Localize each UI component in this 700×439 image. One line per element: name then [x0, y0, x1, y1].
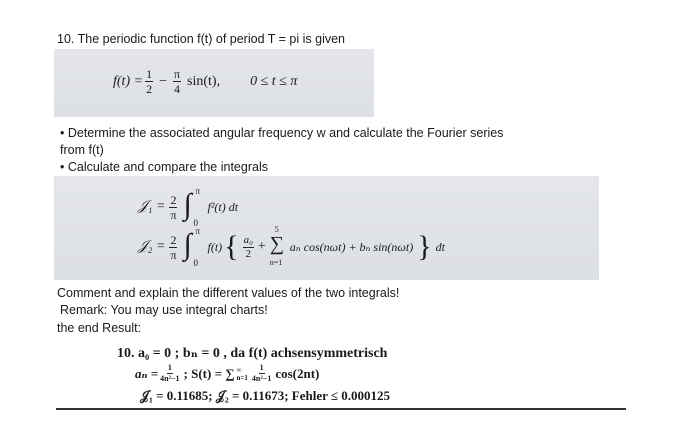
half-fraction [145, 68, 153, 95]
integral-sign: ∫ [183, 188, 192, 221]
result-underline [56, 408, 626, 410]
an-lhs: aₙ = [135, 365, 159, 381]
function-formula [113, 68, 297, 95]
integral-upper-limit: π [195, 226, 201, 236]
j1-integral-sign [181, 186, 203, 228]
bullet-1-continued: from f(t) [60, 143, 104, 157]
minus-sign: − [159, 73, 167, 89]
bullet-dot: • [60, 126, 68, 140]
j1-frac-numerator: 2 [170, 192, 177, 207]
left-brace: { [224, 230, 239, 263]
series-limits [237, 366, 248, 382]
remark-text: Remark: You may use integral charts! [60, 303, 268, 317]
integral-j2 [138, 225, 445, 268]
integral-lower-limit: 0 [193, 258, 198, 268]
bullet-1-text: Determine the associated angular frequency w and calculate the Fourier series [67, 126, 504, 140]
pi-denominator: 4 [174, 82, 180, 96]
integral-lower-limit: 0 [193, 218, 198, 228]
j2-integral-sign [181, 226, 203, 268]
a0-denominator: 2 [245, 247, 251, 260]
formula-lhs: f(t) = [113, 73, 144, 89]
bullet-2-text: Calculate and compare the integrals [67, 160, 268, 174]
problem-title: 10. The periodic function f(t) of period T = pi is given [57, 32, 346, 46]
series-terms: aₙ cos(nωt) + bₙ sin(nωt) [289, 239, 414, 254]
j2-frac-denominator: π [170, 247, 177, 262]
sin-term: sin(t), [187, 73, 221, 89]
series-numerator: 1 [259, 363, 264, 372]
comment-text: Comment and explain the different values of the two integrals! [57, 286, 400, 300]
j1-lhs: 𝒥₁ = [138, 199, 166, 214]
bullet-dot: • [60, 160, 68, 174]
series-lower-limit: n=1 [236, 373, 248, 382]
integral-j1 [138, 186, 239, 228]
half-numerator: 1 [146, 67, 153, 81]
sum-lower-limit: n=1 [269, 258, 283, 267]
j1-integrand: f²(t) dt [207, 199, 239, 214]
sum-sign: ∑ [269, 233, 285, 255]
end-result-label: the end Result: [57, 321, 142, 335]
plus-sign: + [257, 239, 266, 254]
sum-sign-group [268, 225, 288, 267]
j1-frac-denominator: π [170, 207, 177, 222]
a0-fraction [243, 235, 254, 260]
half-denominator: 2 [146, 82, 153, 96]
right-brace: } [417, 230, 432, 263]
result-line-2 [135, 364, 319, 383]
an-fraction [160, 364, 179, 383]
j2-lhs: 𝒥₂ = [138, 239, 166, 254]
integral-sign: ∫ [183, 228, 192, 261]
a0-numerator: a₀ [243, 233, 253, 246]
j2-fraction [169, 234, 177, 261]
j2-f-term: f(t) [207, 239, 223, 254]
result-line-1: 10. a₀ = 0 ; bₙ = 0 , da f(t) achsensymmetrisch [117, 346, 388, 361]
bullet-item [60, 160, 268, 175]
j2-dt: dt [435, 239, 445, 254]
domain-condition: 0 ≤ t ≤ π [250, 73, 298, 89]
j2-frac-numerator: 2 [170, 232, 177, 247]
pi-numerator: π [173, 67, 181, 81]
series-lhs: ; S(t) = ∑ [183, 365, 235, 381]
series-tail: cos(2nt) [275, 365, 320, 381]
series-upper-limit: ∞ [236, 365, 242, 374]
pi-fraction [173, 68, 181, 95]
series-denominator: 4n²−1 [251, 374, 272, 383]
sum-upper-limit: 5 [274, 225, 279, 234]
bullet-item [60, 126, 504, 141]
integrals-banner [54, 176, 599, 280]
j1-fraction [169, 194, 177, 221]
an-numerator: 1 [167, 363, 172, 372]
result-line-3: 𝒥₁ = 0.11685; 𝒥₂ = 0.11673; Fehler ≤ 0.000125 [140, 388, 391, 403]
integral-upper-limit: π [195, 186, 201, 196]
series-fraction [252, 364, 271, 383]
an-denominator: 4n²−1 [160, 374, 180, 383]
